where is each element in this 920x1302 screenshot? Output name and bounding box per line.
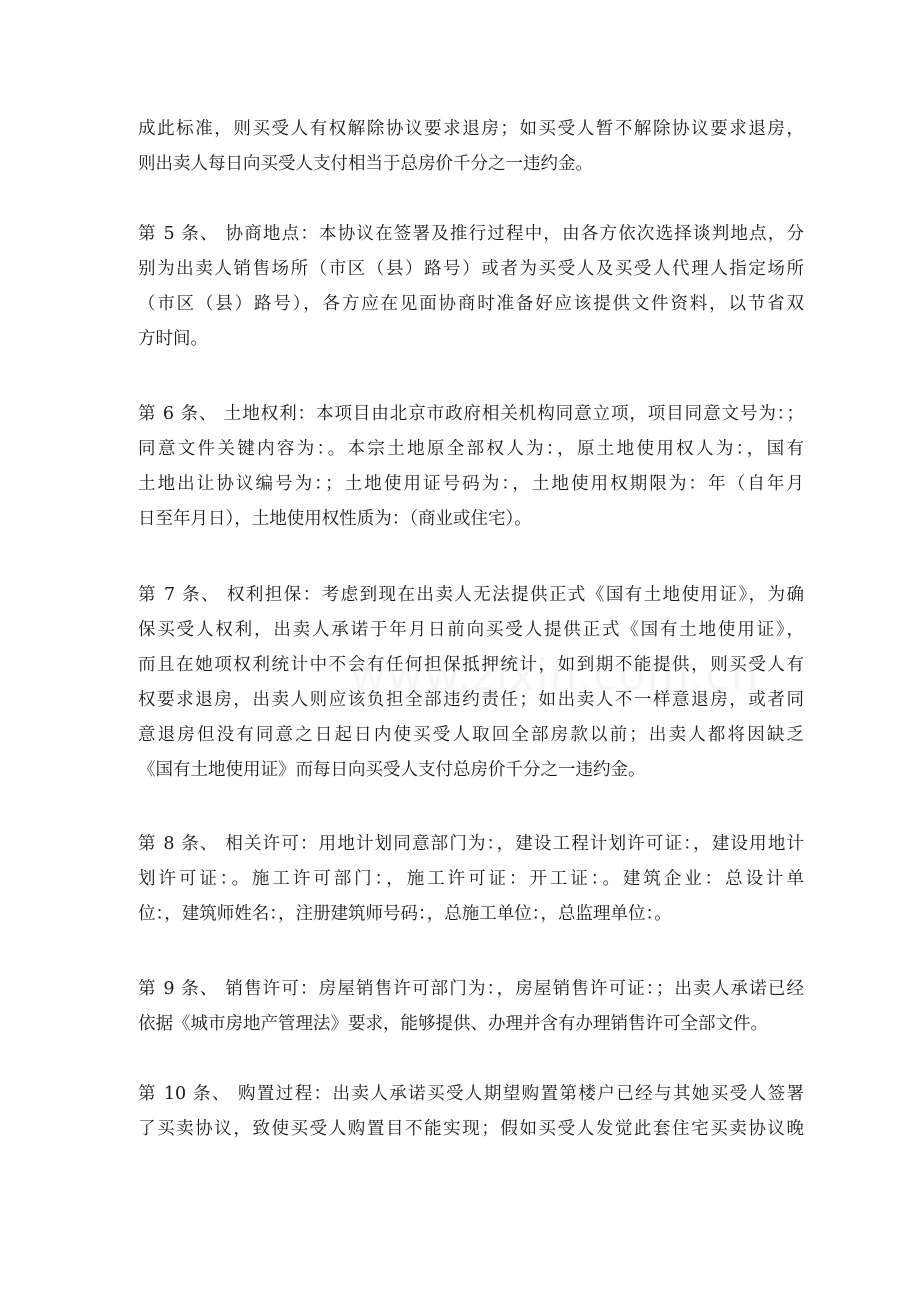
text-line: 而且在她项权利统计中不会有任何担保抵押统计，如到期不能提供，则买受人有 xyxy=(138,655,804,675)
text-line: 则出卖人每日向买受人支付相当于总房价千分之一违约金。 xyxy=(138,154,593,174)
clause-8-paragraph xyxy=(138,827,804,932)
text-line: 依据《城市房地产管理法》要求，能够提供、办理并含有办理销售许可全部文件。 xyxy=(138,1014,768,1034)
text-line: 第 10 条、 购置过程：出卖人承诺买受人期望购置第楼户已经与其她买受人签署 xyxy=(138,1084,804,1104)
text-line: 划许可证：。施工许可部门：，施工许可证：开工证：。建筑企业：总设计单 xyxy=(138,869,804,889)
text-line: 位：，建筑师姓名：，注册建筑师号码：，总施工单位：，总监理单位：。 xyxy=(138,904,672,924)
text-line: 了买卖协议，致使买受人购置目不能实现；假如买受人发觉此套住宅买卖协议晚 xyxy=(138,1119,804,1139)
text-line: 权要求退房，出卖人则应该负担全部违约责任；如出卖人不一样意退房，或者同 xyxy=(138,690,804,710)
text-line: 意退房但没有同意之日起日内使买受人取回全部房款以前；出卖人都将因缺乏 xyxy=(138,725,804,745)
clause-9-paragraph xyxy=(138,972,804,1042)
text-line: 土地出让协议编号为：；土地使用证号码为：，土地使用权期限为：年（自年月 xyxy=(138,474,804,494)
paragraph-continuation xyxy=(138,112,804,182)
text-line: 第 8 条、 相关许可：用地计划同意部门为：，建设工程计划许可证：，建设用地计 xyxy=(138,834,804,854)
text-line: （市区（县）路号），各方应在见面协商时准备好应该提供文件资料，以节省双 xyxy=(138,294,804,314)
clause-5-paragraph xyxy=(138,217,804,357)
text-line: 别为出卖人销售场所（市区（县）路号）或者为买受人及买受人代理人指定场所 xyxy=(138,259,804,279)
text-line: 同意文件关键内容为：。本宗土地原全部权人为：，原土地使用权人为：，国有 xyxy=(138,439,804,459)
text-line: 保买受人权利，出卖人承诺于年月日前向买受人提供正式《国有土地使用证》， xyxy=(138,620,804,640)
text-line: 方时间。 xyxy=(138,329,208,349)
clause-10-paragraph xyxy=(138,1077,804,1147)
text-line: 《国有土地使用证》而每日向买受人支付总房价千分之一违约金。 xyxy=(138,760,646,780)
text-line: 第 9 条、 销售许可：房屋销售许可部门为：，房屋销售许可证：；出卖人承诺已经 xyxy=(138,979,804,999)
text-line: 第 7 条、 权利担保：考虑到现在出卖人无法提供正式《国有土地使用证》，为确 xyxy=(138,585,804,605)
clause-6-paragraph xyxy=(138,397,804,537)
text-line: 成此标准，则买受人有权解除协议要求退房；如买受人暂不解除协议要求退房， xyxy=(138,119,804,139)
text-line: 第 5 条、 协商地点：本协议在签署及推行过程中，由各方依次选择谈判地点，分 xyxy=(138,224,804,244)
clause-7-paragraph xyxy=(138,578,804,788)
text-line: 日至年月日），土地使用权性质为：（商业或住宅）。 xyxy=(138,509,532,529)
text-line: 第 6 条、 土地权利：本项目由北京市政府相关机构同意立项，项目同意文号为：； xyxy=(138,404,804,424)
